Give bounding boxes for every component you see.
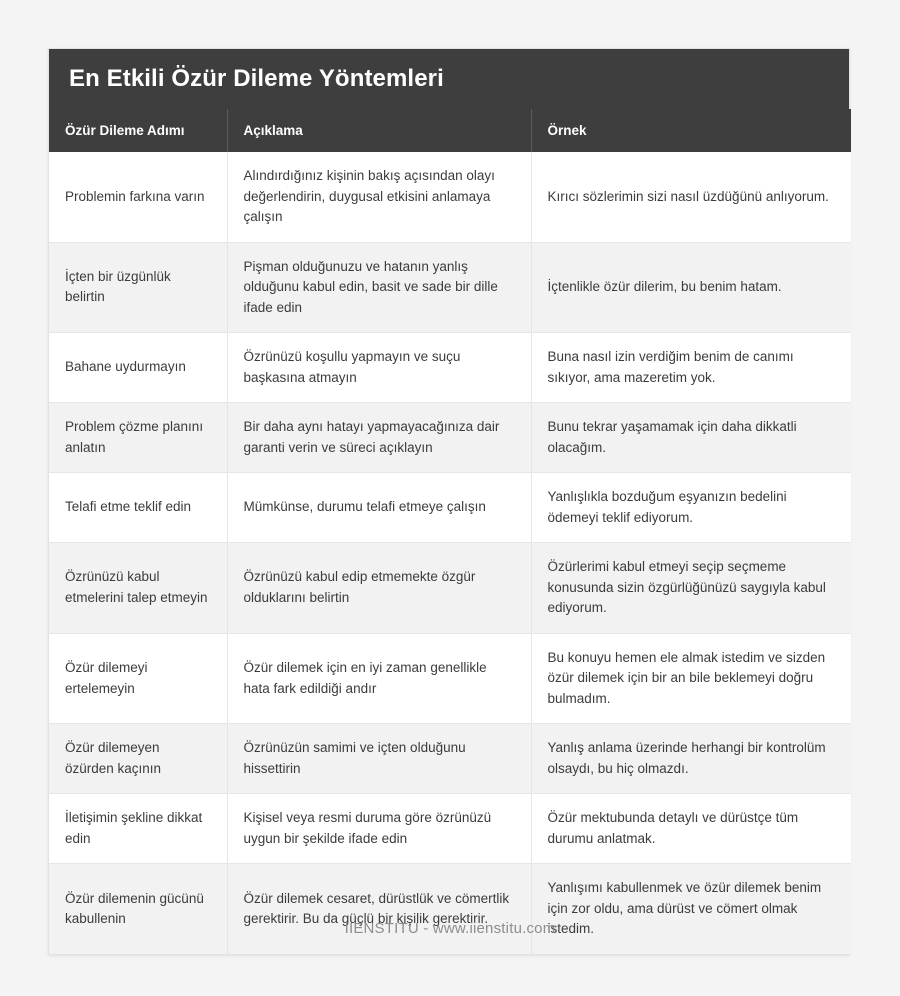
- apology-methods-table: [49, 109, 851, 954]
- table-header-row: [49, 109, 851, 152]
- footer-attribution: IIENSTITU - www.iienstitu.com: [344, 920, 556, 937]
- cell-example: Bu konuyu hemen ele almak istedim ve sizden özür dilemek için bir an bile beklemeyi doğru bulmadım.: [531, 633, 851, 724]
- table-row: [49, 633, 851, 724]
- table-row: [49, 152, 851, 242]
- cell-example: Kırıcı sözlerimin sizi nasıl üzdüğünü anlıyorum.: [531, 152, 851, 242]
- cell-step: Problemin farkına varın: [49, 152, 227, 242]
- cell-example: İçtenlikle özür dilerim, bu benim hatam.: [531, 242, 851, 333]
- cell-step: Telafi etme teklif edin: [49, 473, 227, 543]
- cell-step: Özür dilemeyen özürden kaçının: [49, 724, 227, 794]
- title-bar: [49, 49, 849, 109]
- table-row: [49, 864, 851, 954]
- column-header-step: Özür Dileme Adımı: [49, 109, 227, 152]
- table-card: [48, 48, 850, 955]
- cell-step: Özrünüzü kabul etmelerini talep etmeyin: [49, 543, 227, 634]
- cell-step: Bahane uydurmayın: [49, 333, 227, 403]
- page-title: En Etkili Özür Dileme Yöntemleri: [69, 64, 444, 92]
- column-header-description: Açıklama: [227, 109, 531, 152]
- cell-description: Özrünüzü kabul edip etmemekte özgür olduklarını belirtin: [227, 543, 531, 634]
- cell-example: Özür mektubunda detaylı ve dürüstçe tüm durumu anlatmak.: [531, 794, 851, 864]
- cell-description: Özrünüzün samimi ve içten olduğunu hissettirin: [227, 724, 531, 794]
- cell-example: Yanlışımı kabullenmek ve özür dilemek benim için zor oldu, ama dürüst ve cömert olmak istedim.: [531, 864, 851, 954]
- cell-step: Problem çözme planını anlatın: [49, 403, 227, 473]
- cell-step: İletişimin şekline dikkat edin: [49, 794, 227, 864]
- table-row: [49, 543, 851, 634]
- cell-step: İçten bir üzgünlük belirtin: [49, 242, 227, 333]
- cell-example: Bunu tekrar yaşamamak için daha dikkatli olacağım.: [531, 403, 851, 473]
- cell-description: Özür dilemek için en iyi zaman genellikle hata fark edildiği andır: [227, 633, 531, 724]
- cell-description: Bir daha aynı hatayı yapmayacağınıza dair garanti verin ve süreci açıklayın: [227, 403, 531, 473]
- cell-step: Özür dilemenin gücünü kabullenin: [49, 864, 227, 954]
- cell-description: Kişisel veya resmi duruma göre özrünüzü uygun bir şekilde ifade edin: [227, 794, 531, 864]
- cell-example: Buna nasıl izin verdiğim benim de canımı sıkıyor, ama mazeretim yok.: [531, 333, 851, 403]
- cell-example: Yanlış anlama üzerinde herhangi bir kontrolüm olsaydı, bu hiç olmazdı.: [531, 724, 851, 794]
- cell-description: Pişman olduğunuzu ve hatanın yanlış olduğunu kabul edin, basit ve sade bir dille ifade edin: [227, 242, 531, 333]
- table-row: [49, 473, 851, 543]
- cell-description: Mümkünse, durumu telafi etmeye çalışın: [227, 473, 531, 543]
- cell-example: Özürlerimi kabul etmeyi seçip seçmeme konusunda sizin özgürlüğünüzü saygıyla kabul ediyorum.: [531, 543, 851, 634]
- cell-description: Alındırdığınız kişinin bakış açısından olayı değerlendirin, duygusal etkisini anlamaya çalışın: [227, 152, 531, 242]
- cell-description: Özrünüzü koşullu yapmayın ve suçu başkasına atmayın: [227, 333, 531, 403]
- cell-description: Özür dilemek cesaret, dürüstlük ve cömertlik gerektirir. Bu da güçlü bir kişilik gerektirir.: [227, 864, 531, 954]
- table-row: [49, 403, 851, 473]
- column-header-example: Örnek: [531, 109, 851, 152]
- cell-step: Özür dilemeyi ertelemeyin: [49, 633, 227, 724]
- table-row: [49, 794, 851, 864]
- table-body: [49, 152, 851, 954]
- table-row: [49, 333, 851, 403]
- table-row: [49, 724, 851, 794]
- table-row: [49, 242, 851, 333]
- table-header: [49, 109, 851, 152]
- cell-example: Yanlışlıkla bozduğum eşyanızın bedelini ödemeyi teklif ediyorum.: [531, 473, 851, 543]
